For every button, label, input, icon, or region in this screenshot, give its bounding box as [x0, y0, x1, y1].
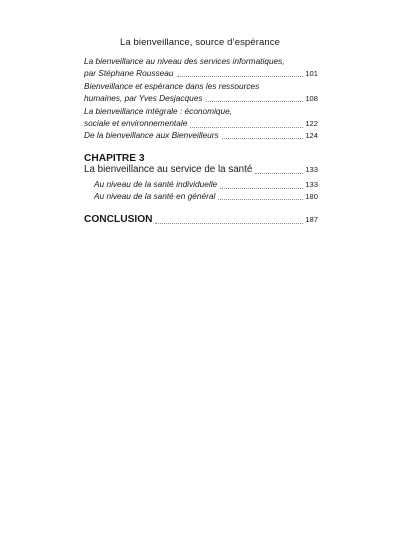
toc-entry-line: La bienveillance au niveau des services informatiques, — [84, 56, 285, 66]
toc-entry-line: sociale et environnementale — [84, 117, 188, 128]
page-number: 122 — [305, 118, 318, 128]
dot-leader — [218, 199, 303, 200]
page-number: 187 — [305, 215, 318, 225]
dot-leader — [222, 138, 304, 139]
toc-entry-line: humaines, par Yves Desjacques — [84, 92, 203, 103]
page-number: 124 — [305, 130, 318, 140]
toc-entry-title: De la bienveillance aux Bienveilleurs — [84, 129, 219, 140]
toc-entry-informatique[interactable] — [84, 56, 318, 79]
chapter-title: La bienveillance au service de la santé — [84, 164, 253, 176]
toc-entry-integrale[interactable] — [84, 106, 318, 129]
running-head: La bienveillance, source d’espérance — [120, 37, 280, 48]
toc-entry-ressources-humaines[interactable] — [84, 81, 318, 104]
dot-leader — [177, 76, 304, 77]
chapter-label: CHAPITRE 3 — [84, 153, 145, 165]
dot-leader — [155, 223, 303, 224]
conclusion-label: CONCLUSION — [84, 214, 153, 226]
page-number: 133 — [305, 165, 318, 175]
dot-leader — [255, 173, 303, 174]
toc-entry-line: par Stéphane Rousseau — [84, 67, 174, 78]
toc-entry-title: Au niveau de la santé en général — [94, 190, 216, 201]
chapter-title-entry[interactable] — [84, 164, 318, 176]
conclusion-entry[interactable] — [84, 214, 318, 226]
toc-entry-sante-individuelle[interactable] — [84, 179, 318, 191]
page-number: 108 — [305, 93, 318, 103]
toc-entry-line: Bienveillance et espérance dans les ressources — [84, 81, 260, 92]
dot-leader — [206, 101, 304, 102]
dot-leader — [190, 127, 303, 128]
toc-entry-line: La bienveillance intégrale : économique, — [84, 106, 233, 117]
toc-entry-bienveilleurs[interactable] — [84, 130, 318, 142]
table-of-contents — [84, 56, 318, 226]
dot-leader — [220, 188, 303, 189]
page-number: 180 — [305, 191, 318, 201]
page-number: 133 — [305, 180, 318, 190]
page-number: 101 — [305, 68, 318, 78]
toc-entry-sante-generale[interactable] — [84, 191, 318, 203]
toc-entry-title: Au niveau de la santé individuelle — [94, 179, 218, 190]
